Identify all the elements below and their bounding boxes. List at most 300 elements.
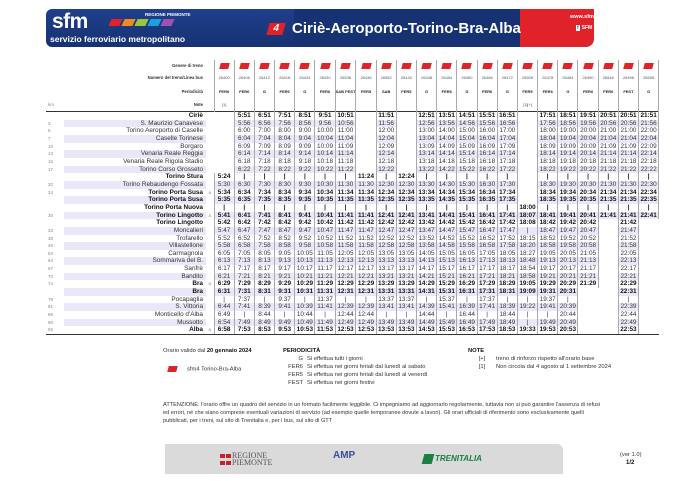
time-cell: 11:22: [335, 166, 356, 174]
time-cell: 19:29: [539, 280, 556, 288]
train-number: 26460: [457, 72, 477, 84]
station-km: 3: [48, 120, 51, 126]
km-spacer: [46, 84, 64, 99]
mark-spacer: [206, 84, 214, 99]
time-cell: 20:13: [558, 257, 578, 265]
periodicity-code: FEST: [288, 380, 303, 386]
time-cell: 10:47: [315, 227, 335, 235]
train-genre-cell: [578, 60, 598, 72]
station-name: Ciriè: [64, 112, 206, 120]
time-cell: 14:56: [457, 120, 477, 128]
website-link[interactable]: www.sfmtorino.it: [570, 14, 615, 20]
time-cell: 13:09: [416, 143, 436, 151]
facebook-link[interactable]: [576, 25, 609, 31]
time-cell: 12:21: [335, 273, 356, 281]
time-cell: |: [538, 173, 558, 181]
time-cell: 20:22: [578, 166, 598, 174]
time-cell: [578, 319, 598, 327]
time-cell: [598, 303, 618, 311]
time-cell: 15:05: [437, 250, 457, 258]
time-cell: 8:29: [254, 280, 274, 288]
time-cell: 8:49: [254, 319, 274, 327]
train-note: [356, 99, 376, 112]
time-cell: 8:47: [275, 227, 295, 235]
time-cell: 20:31: [559, 288, 577, 296]
time-cell: 6:21: [214, 273, 234, 281]
time-cell: 22:22: [639, 166, 659, 174]
station-km: 64: [48, 258, 54, 264]
time-cell: 15:14: [457, 150, 477, 158]
time-cell: 6:51: [254, 112, 274, 120]
time-cell: 14:21: [416, 273, 436, 281]
periodicity-label: Periodicità: [181, 88, 203, 94]
train-periodicity: G: [254, 84, 274, 99]
time-cell: 21:14: [598, 150, 618, 158]
logo-stripe: [160, 19, 174, 26]
station-km: [46, 288, 64, 296]
periodicity-desc: Si effettua tutti i giorni: [307, 356, 363, 362]
time-cell: [356, 127, 376, 135]
time-cell: 16:00: [477, 127, 497, 135]
time-cell: 16:29: [458, 280, 476, 288]
time-cell: 9:09: [295, 143, 315, 151]
station-km: 13: [48, 151, 54, 157]
time-cell: 5:47: [214, 227, 234, 235]
time-cell: 13:41: [376, 303, 396, 311]
time-cell: |: [497, 173, 517, 181]
station-name: Carmagnola: [168, 249, 203, 257]
time-cell: 20:53: [559, 326, 577, 334]
time-cell: 9:31: [275, 288, 295, 296]
time-cell: 21:51: [640, 112, 657, 119]
time-cell: 14:05: [416, 250, 436, 258]
time-cell: 12:29: [357, 280, 375, 288]
time-cell: 7:29: [234, 280, 254, 288]
time-cell: 11:13: [315, 257, 335, 265]
station-km: 81: [48, 304, 54, 310]
time-cell: 8:30: [275, 181, 295, 189]
time-cell: [639, 273, 659, 281]
time-cell: 8:09: [275, 143, 295, 151]
time-cell: 18:53: [499, 326, 516, 334]
time-cell: 15:42: [458, 219, 476, 227]
time-cell: 10:58: [315, 242, 335, 250]
time-cell: 11:09: [335, 143, 356, 151]
station-row: [46, 227, 659, 235]
time-cell: 11:05: [315, 250, 335, 258]
train-icon: [259, 63, 270, 69]
time-cell: 13:30: [416, 181, 436, 189]
train-number: 26490: [578, 72, 598, 84]
time-cell: 9:56: [315, 120, 335, 128]
time-cell: 14:53: [418, 326, 435, 334]
time-cell: 10:00: [315, 127, 335, 135]
time-cell: |: [578, 204, 598, 212]
time-cell: [517, 143, 537, 151]
time-cell: 18:00: [538, 127, 558, 135]
time-cell: 6:22: [234, 166, 254, 174]
time-cell: |: [234, 311, 254, 319]
time-cell: 12:35: [398, 196, 415, 204]
time-cell: 12:58: [396, 242, 416, 250]
time-cell: 7:41: [254, 212, 274, 220]
time-cell: 18:21: [497, 273, 517, 281]
time-cell: 12:31: [335, 288, 356, 296]
time-cell: 6:58: [234, 242, 254, 250]
time-cell: 18:42: [539, 219, 556, 227]
time-cell: |: [416, 296, 436, 304]
time-cell: 9:14: [295, 150, 315, 158]
station-name: Alba: [64, 326, 206, 334]
sfm-subtitle: servizio ferroviario metropolitano: [50, 34, 186, 44]
time-cell: 8:52: [275, 235, 295, 243]
time-cell: 10:31: [296, 288, 314, 296]
station-km: 86: [48, 312, 54, 318]
time-cell: 11:17: [315, 265, 335, 273]
time-cell: |: [639, 204, 659, 212]
time-cell: 15:37: [437, 296, 457, 304]
time-cell: [639, 227, 659, 235]
time-cell: 14:47: [437, 227, 457, 235]
time-cell: 16:39: [457, 303, 477, 311]
train-genre-cell: [457, 60, 477, 72]
time-cell: |: [639, 173, 659, 181]
station-name: Venaria Reale Reggia: [64, 150, 206, 158]
station-name: S. Vittoria: [64, 303, 206, 311]
time-cell: 22:49: [618, 319, 638, 327]
time-cell: 19:41: [538, 303, 558, 311]
time-cell: 19:58: [558, 242, 578, 250]
time-cell: 15:41: [458, 211, 476, 219]
train-genre-cell: [234, 60, 254, 72]
time-cell: 14:35: [438, 196, 455, 204]
time-cell: 21:35: [620, 196, 637, 204]
time-cell: 9:52: [295, 235, 315, 243]
time-cell: |: [477, 173, 497, 181]
time-cell: 16:22: [477, 166, 497, 174]
time-cell: 5:51: [234, 112, 254, 120]
time-cell: 15:52: [457, 235, 477, 243]
time-cell: |: [477, 204, 497, 212]
time-cell: 11:14: [335, 150, 356, 158]
train-periodicity: FER6: [275, 84, 295, 99]
time-cell: 7:04: [254, 135, 274, 143]
station-km: 33: [48, 227, 54, 233]
train-number: 26505: [517, 72, 537, 84]
time-cell: 8:58: [275, 242, 295, 250]
time-cell: 16:42: [478, 219, 496, 227]
time-cell: [639, 242, 659, 250]
time-cell: 7:34: [254, 189, 274, 197]
station-row: [46, 112, 659, 120]
arrival-mark: [206, 273, 214, 281]
time-cell: 10:13: [295, 257, 315, 265]
time-cell: [598, 319, 618, 327]
time-cell: 17:37: [477, 296, 497, 304]
train-genre-cell: [396, 60, 416, 72]
time-cell: 13:58: [416, 242, 436, 250]
time-cell: 6:41: [234, 212, 254, 220]
time-cell: 13:05: [376, 250, 396, 258]
time-cell: 14:13: [416, 257, 436, 265]
station-name: Pocapaglia: [171, 295, 203, 303]
time-cell: [639, 250, 659, 258]
time-cell: |: [275, 173, 295, 181]
time-cell: 7:22: [254, 166, 274, 174]
time-cell: 21:30: [618, 181, 638, 189]
time-cell: 16:17: [457, 265, 477, 273]
arrival-mark: [206, 219, 214, 227]
time-cell: |: [275, 204, 295, 212]
time-cell: 7:17: [234, 265, 254, 273]
time-cell: 15:34: [458, 188, 476, 196]
time-cell: 8:44: [254, 311, 274, 319]
arrival-mark: a: [208, 212, 211, 218]
time-cell: 9:17: [275, 265, 295, 273]
station-km: [46, 196, 64, 204]
time-cell: 21:47: [618, 227, 638, 235]
train-genre-cell: [477, 60, 497, 72]
station-name: Moncalieri: [64, 227, 206, 235]
header-row-periodicity: [46, 84, 659, 99]
station-row: [46, 280, 659, 288]
time-cell: 17:04: [497, 135, 517, 143]
train-genre-cell: [376, 60, 396, 72]
time-cell: 8:14: [275, 150, 295, 158]
time-cell: |: [517, 296, 537, 304]
train-genre-cell: [254, 60, 274, 72]
train-icon: [502, 63, 513, 69]
train-number: 26546: [598, 72, 618, 84]
time-cell: 21:41: [600, 211, 617, 219]
time-cell: 12:05: [335, 250, 356, 258]
time-cell: 6:56: [254, 120, 274, 128]
time-cell: 13:21: [376, 273, 396, 281]
time-cell: 19:18: [558, 158, 578, 166]
time-cell: 14:58: [437, 242, 457, 250]
time-cell: 20:51: [600, 112, 617, 119]
station-km: 7: [48, 135, 51, 141]
time-cell: 20:41: [579, 211, 597, 219]
time-cell: [356, 135, 376, 143]
time-cell: 10:18: [315, 158, 335, 166]
time-cell: 9:51: [315, 112, 335, 120]
time-cell: |: [437, 204, 457, 212]
time-cell: 11:41: [315, 303, 335, 311]
time-cell: |: [315, 173, 335, 181]
time-cell: 8:56: [295, 120, 315, 128]
time-cell: 17:17: [477, 265, 497, 273]
arrival-mark: [206, 196, 214, 204]
time-cell: 12:39: [335, 303, 356, 311]
train-periodicity: G: [558, 84, 578, 99]
time-cell: 11:35: [335, 196, 356, 204]
periodicity-title: PERIODICITÀ: [283, 348, 321, 354]
time-cell: |: [477, 311, 497, 319]
time-cell: 18:15: [517, 235, 537, 243]
time-cell: 7:13: [234, 257, 254, 265]
time-cell: 12:52: [376, 235, 396, 243]
time-cell: 13:35: [418, 196, 435, 204]
time-cell: 18:14: [538, 150, 558, 158]
time-cell: 17:47: [497, 227, 517, 235]
time-cell: 7:37: [234, 296, 254, 304]
time-cell: |: [457, 296, 477, 304]
time-cell: 17:41: [499, 211, 516, 219]
periodicity-item: [283, 379, 427, 387]
train-periodicity: FER6: [598, 84, 618, 99]
time-cell: 16:53: [458, 326, 476, 334]
train-periodicity: G: [416, 84, 436, 99]
time-cell: 9:04: [295, 135, 315, 143]
time-cell: 15:58: [457, 242, 477, 250]
time-cell: [598, 219, 618, 227]
time-cell: |: [396, 311, 416, 319]
region-label: REGIONE PIEMONTE: [145, 12, 191, 17]
note-desc: treno di rinforzo rispetto all'orario base: [496, 356, 595, 362]
time-cell: 12:04: [376, 135, 396, 143]
time-cell: 11:24: [356, 173, 376, 181]
time-cell: 6:44: [214, 303, 234, 311]
time-cell: 13:53: [398, 326, 415, 334]
time-cell: 11:30: [335, 181, 356, 189]
time-cell: 9:47: [295, 227, 315, 235]
time-cell: 21:21: [578, 273, 598, 281]
time-cell: 8:51: [295, 112, 315, 120]
train-icon: [381, 63, 392, 69]
time-cell: [639, 257, 659, 265]
trenitalia-logo: TRENITALIA: [423, 454, 482, 464]
time-cell: 14:44: [416, 311, 436, 319]
time-cell: 6:52: [234, 235, 254, 243]
time-cell: 20:30: [578, 181, 598, 189]
train-periodicity: FER6: [538, 84, 558, 99]
time-cell: |: [558, 296, 578, 304]
validity-text: Orario valido dal 20 gennaio 2024: [163, 348, 252, 354]
time-cell: 21:34: [620, 188, 637, 196]
time-cell: |: [538, 311, 558, 319]
time-cell: 19:33: [519, 326, 536, 334]
time-cell: 12:42: [378, 219, 395, 227]
arrival-mark: [206, 257, 214, 265]
time-cell: 11:34: [335, 189, 356, 197]
time-cell: 8:18: [275, 158, 295, 166]
time-cell: 17:29: [478, 280, 496, 288]
train-icon: [643, 63, 654, 69]
time-cell: 17:49: [477, 319, 497, 327]
train-number: 26454: [437, 72, 457, 84]
time-cell: 19:09: [558, 143, 578, 151]
time-cell: 11:41: [335, 212, 356, 220]
time-cell: 5:30: [214, 181, 234, 189]
station-km: [46, 112, 64, 120]
time-cell: 13:18: [416, 158, 436, 166]
time-cell: 14:51: [458, 112, 476, 119]
time-cell: 6:29: [214, 280, 234, 288]
station-row: [46, 120, 659, 128]
train-icon: [219, 63, 230, 69]
time-cell: [517, 173, 537, 181]
train-periodicity: FER6: [214, 84, 234, 99]
time-cell: [598, 280, 618, 288]
arrival-mark: [206, 143, 214, 151]
time-cell: |: [214, 204, 234, 212]
time-cell: 10:51: [335, 112, 356, 120]
time-cell: 9:34: [295, 189, 315, 197]
time-cell: 8:21: [254, 273, 274, 281]
time-cell: 9:35: [295, 196, 315, 204]
time-cell: 17:56: [538, 120, 558, 128]
station-row: [46, 235, 659, 243]
time-cell: 12:31: [357, 288, 375, 296]
time-cell: 15:29: [438, 280, 455, 288]
time-cell: 15:09: [457, 143, 477, 151]
time-cell: 5:24: [214, 173, 234, 181]
train-icon: [623, 63, 634, 69]
time-cell: [517, 150, 537, 158]
time-cell: [214, 120, 234, 128]
time-cell: 22:13: [618, 257, 638, 265]
time-cell: |: [254, 173, 274, 181]
time-cell: [598, 311, 618, 319]
station-name: Bra: [192, 280, 203, 288]
station-row: [46, 303, 659, 311]
station-name: Torino Stura: [165, 173, 203, 181]
time-cell: 12:53: [335, 326, 356, 334]
time-cell: [598, 326, 618, 334]
train-icon: [320, 63, 331, 69]
station-km: 6: [48, 128, 51, 134]
time-cell: 18:17: [497, 265, 517, 273]
time-cell: 12:34: [378, 188, 395, 196]
time-cell: 19:04: [558, 135, 578, 143]
time-cell: 18:35: [539, 196, 556, 204]
time-cell: 22:29: [620, 280, 637, 288]
station-name: Mussotto: [64, 319, 206, 327]
train-genre-cell: [598, 60, 618, 72]
time-cell: 22:44: [618, 311, 638, 319]
time-cell: 10:04: [315, 135, 335, 143]
time-cell: [396, 127, 416, 135]
train-icon: [482, 63, 493, 69]
header-row-number: [46, 72, 659, 84]
station-name: Sommariva del B.: [64, 257, 206, 265]
header-row-genre: [46, 60, 659, 72]
time-cell: 11:42: [356, 219, 376, 227]
time-cell: 14:04: [437, 135, 457, 143]
time-cell: [517, 166, 537, 174]
time-cell: 12:56: [416, 120, 436, 128]
station-km: 17: [48, 166, 54, 172]
train-periodicity: FER5: [356, 84, 376, 99]
time-cell: 17:42: [499, 219, 516, 227]
time-cell: 11:47: [335, 227, 356, 235]
time-cell: 12:47: [376, 227, 396, 235]
time-cell: 21:18: [618, 158, 638, 166]
time-cell: 8:31: [254, 288, 274, 296]
time-cell: [396, 166, 416, 174]
time-cell: 12:13: [356, 257, 376, 265]
time-cell: 9:58: [295, 242, 315, 250]
train-icon: [361, 63, 372, 69]
station-name: Caselle Torinese: [64, 135, 206, 143]
time-cell: 12:05: [356, 250, 376, 258]
time-cell: 17:18: [497, 158, 517, 166]
time-cell: 7:09: [254, 143, 274, 151]
periodicity-item: [283, 371, 427, 379]
time-cell: |: [295, 296, 315, 304]
time-cell: 22:14: [639, 150, 659, 158]
